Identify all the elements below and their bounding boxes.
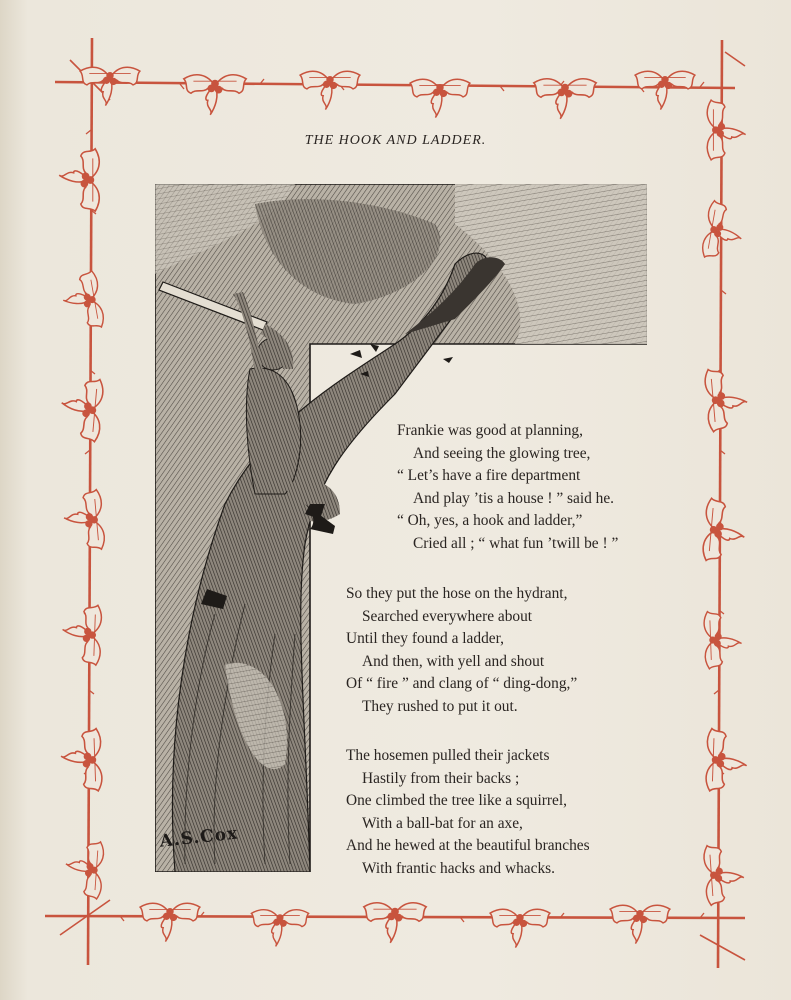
poem-line: “ Let’s have a fire department bbox=[397, 467, 581, 485]
poem-line: And play ’tis a house ! ” said he. bbox=[413, 489, 615, 507]
poem-line: Of “ fire ” and clang of “ ding-dong,” bbox=[346, 675, 578, 693]
poem-line: Searched everywhere about bbox=[362, 607, 533, 625]
poem-line: The hosemen pulled their jackets bbox=[346, 747, 550, 764]
poem-line: Cried all ; “ what fun ’twill be ! ” bbox=[413, 534, 619, 552]
poem-line: With frantic hacks and whacks. bbox=[362, 859, 555, 877]
poem-line: Hastily from their backs ; bbox=[362, 769, 520, 787]
poem-line: “ Oh, yes, a hook and ladder,” bbox=[397, 512, 583, 530]
running-head: THE HOOK AND LADDER. bbox=[304, 133, 487, 148]
poem-line: With a ball-bat for an axe, bbox=[362, 814, 523, 832]
poem-line: And then, with yell and shout bbox=[362, 652, 545, 670]
poem-line: One climbed the tree like a squirrel, bbox=[346, 792, 567, 810]
poem-stanza-2 bbox=[346, 583, 577, 719]
poem-line: And he hewed at the beautiful branches bbox=[346, 837, 590, 855]
poem-line: So they put the hose on the hydrant, bbox=[346, 585, 568, 602]
poem-line: And seeing the glowing tree, bbox=[413, 444, 591, 462]
poem-line: Frankie was good at planning, bbox=[397, 422, 583, 439]
poem-stanza-1 bbox=[397, 420, 618, 556]
poem-stanza-3 bbox=[346, 745, 590, 881]
artist-signature: A.S.Cox bbox=[158, 823, 240, 852]
poem-line: They rushed to put it out. bbox=[362, 697, 518, 715]
poem-line: Until they found a ladder, bbox=[346, 630, 504, 648]
